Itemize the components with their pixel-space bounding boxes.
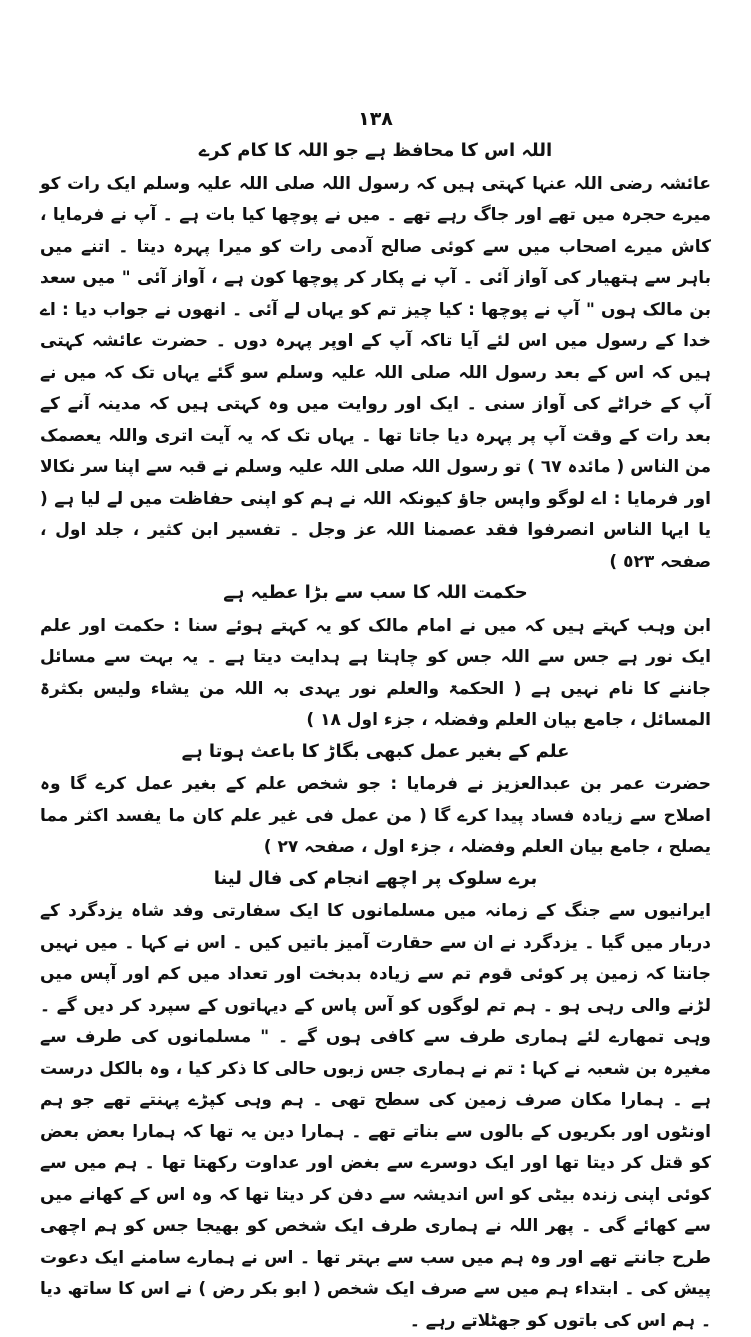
section-heading: حکمت اللہ کا سب سے بڑا عطیہ ہے <box>40 582 711 605</box>
section-knowledge <box>40 741 711 864</box>
section-good-omen <box>40 868 711 1337</box>
section-wisdom <box>40 582 711 737</box>
section-paragraph: ایرانیوں سے جنگ کے زمانہ میں مسلمانوں کا ایک سفارتی وفد شاہ یزدگرد کے دربار میں گیا ۔ یزدگرد نے ان سے حقارت آمیز باتیں کیں ۔ اس نے کہا ۔ میں نہیں جانتا کہ زمین پر کوئی قوم تم سے زیادہ بدبخت اور تعداد میں کم اور آپس میں لڑنے والی رہی ہو ۔ ہم تم لوگوں کو آس پاس کے دیہاتوں کے سپرد کر دیں گے ۔ وہی تمھارے لئے ہماری طرف سے کافی ہوں گے ۔ " مسلمانوں کی طرف سے مغیرہ بن شعبہ نے کہا : تم نے ہماری جس زبوں حالی کا ذکر کیا ، وہ بالکل درست ہے ۔ ہمارا مکان صرف زمین کی سطح تھی ۔ ہم وہی کپڑے پہنتے تھے جو ہم اونٹوں اور بکریوں کے بالوں سے بناتے تھے ۔ ہمارا دین یہ تھا کہ ہمارا بعض بعض کو قتل کر دیتا تھا اور ایک دوسرے سے بغض اور عداوت رکھتا تھا ۔ ہم میں سے کوئی اپنی زندہ بیٹی کو اس اندیشہ سے دفن کر دیتا تھا کہ وہ اس کے کھانے میں سے کھائے گی ۔ پھر اللہ نے ہماری طرف ایک شخص کو بھیجا جس کو ہم اچھی طرح جانتے تھے اور وہ ہم میں سب سے بہتر تھا ۔ اس نے ہمارے سامنے ایک دعوت پیش کی ۔ ابتداء ہم میں سے صرف ایک شخص ( ابو بکر رض ) نے اس کا ساتھ دیا ۔ ہم اس کی باتوں کو جھٹلاتے رہے ۔ <box>40 896 711 1337</box>
page-number: ١٣٨ <box>40 108 711 130</box>
section-paragraph: ابن وہب کہتے ہیں کہ میں نے امام مالک کو یہ کہتے ہوئے سنا : حکمت اور علم ایک نور ہے جس سے اللہ جس کو چاہتا ہے ہدایت دیتا ہے ۔ یہ بہت سے مسائل جاننے کا نام نہیں ہے ( الحکمۃ والعلم نور یہدی بہ اللہ من یشاء ولیس بکثرۃ المسائل ، جامع بیان العلم وفضلہ ، جزء اول ١٨ ) <box>40 611 711 737</box>
section-heading: اللہ اس کا محافظ ہے جو اللہ کا کام کرے <box>40 140 711 163</box>
section-heading: برے سلوک پر اچھے انجام کی فال لینا <box>40 868 711 891</box>
section-paragraph: عائشہ رضی اللہ عنہا کہتی ہیں کہ رسول اللہ صلی اللہ علیہ وسلم ایک رات کو میرے حجرہ میں تھے اور جاگ رہے تھے ۔ میں نے پوچھا کیا بات ہے ۔ آپ نے فرمایا ، کاش میرے اصحاب میں سے کوئی صالح آدمی رات کو میرا پہرہ دیتا ۔ اتنے میں باہر سے ہتھیار کی آواز آئی ۔ آپ نے پکار کر پوچھا کون ہے ، آواز آئی " میں سعد بن مالک ہوں " آپ نے پوچھا : کیا چیز تم کو یہاں لے آئی ۔ انھوں نے جواب دیا : اے خدا کے رسول میں اس لئے آیا تاکہ آپ کے اوپر پہرہ دوں ۔ حضرت عائشہ کہتی ہیں کہ اس کے بعد رسول اللہ صلی اللہ علیہ وسلم سو گئے یہاں تک کہ میں نے آپ کے خراٹے کی آواز سنی ۔ ایک اور روایت میں وہ کہتی ہیں کہ مدینہ آنے کے بعد رات کے وقت آپ پر پہرہ دیا جاتا تھا ۔ یہاں تک کہ یہ آیت اتری واللہ یعصمک من الناس ( مائدہ ٦٧ ) تو رسول اللہ صلی اللہ علیہ وسلم نے قبہ سے اپنا سر نکالا اور فرمایا : اے لوگو واپس جاؤ کیونکہ اللہ نے ہم کو اپنی حفاظت میں لے لیا ہے ( یا ایہا الناس انصرفوا فقد عصمنا اللہ عز وجل ۔ تفسیر ابن کثیر ، جلد اول ، صفحہ ٥٢٣ ) <box>40 169 711 579</box>
section-paragraph: حضرت عمر بن عبدالعزیز نے فرمایا : جو شخص علم کے بغیر عمل کرے گا وہ اصلاح سے زیادہ فساد پیدا کرے گا ( من عمل فی غیر علم کان ما یفسد اکثر مما یصلح ، جامع بیان العلم وفضلہ ، جزء اول ، صفحہ ٢٧ ) <box>40 769 711 864</box>
section-heading: علم کے بغیر عمل کبھی بگاڑ کا باعث ہوتا ہے <box>40 741 711 764</box>
section-protection <box>40 140 711 578</box>
